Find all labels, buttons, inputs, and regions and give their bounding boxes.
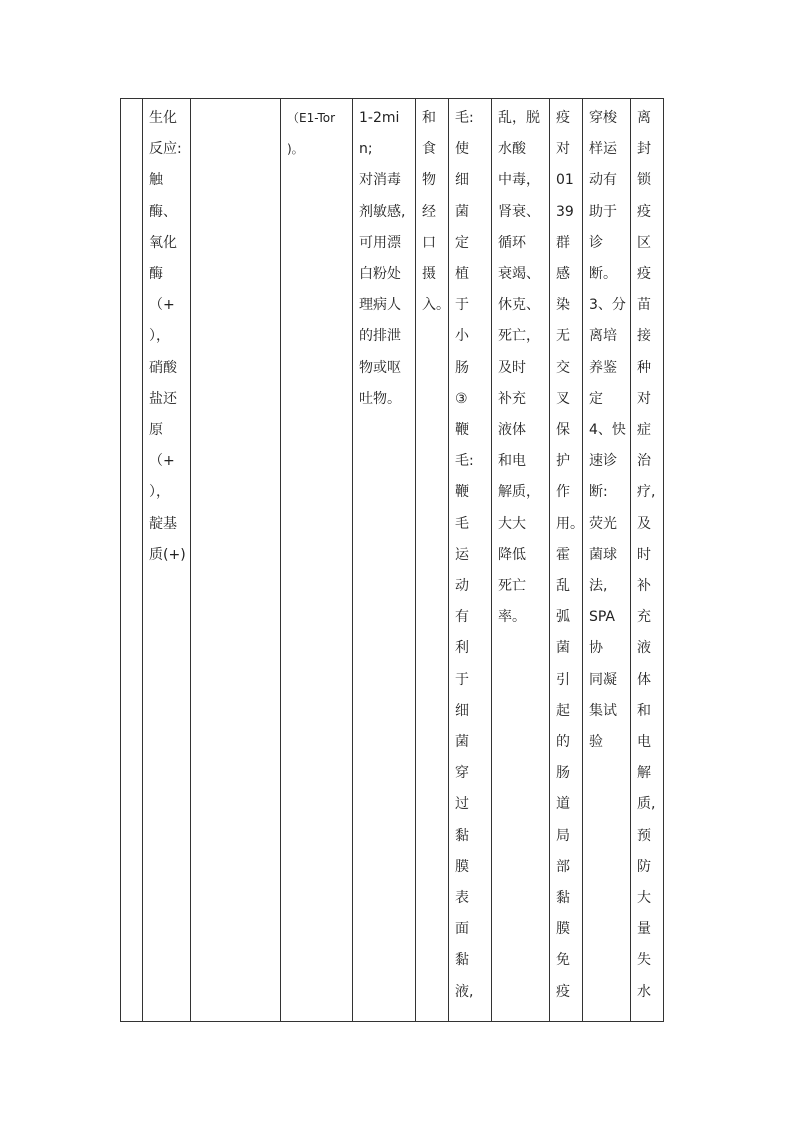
table-cell-col1 bbox=[120, 99, 142, 1021]
cell-text-col10: 穿梭 样运 动有 助于 诊断。 3、分 离培 养鉴 定 4、快 速诊 断: 荧光 菌球 法, SPA 协 同凝 集试 验 bbox=[589, 110, 626, 751]
cell-text-col9: 疫 对 01 39 群 感 染 无 交 叉 保 护 作 用。 霍 乱 弧 菌 引 起 的 肠 道 局 部 黏 膜 免 疫 bbox=[556, 110, 584, 1000]
table-cell-col5 bbox=[352, 99, 415, 1021]
cell-text-col7: 毛: 使 细 菌 定 植 于 小 肠 ③ 鞭 毛: 鞭 毛 运 动 有 利 于 细 菌 穿 过 黏 膜 表 面 黏 液, bbox=[455, 110, 474, 1000]
table-cell-col8 bbox=[491, 99, 549, 1021]
cell-text-col6: 和 食 物 经 口 摄 入。 bbox=[422, 110, 450, 314]
cell-text-col2: 生化 反应: 触酶、 氧化 酶 （+ ）， 硝酸 盐还 原 （+ ）， 靛基 质(+) bbox=[149, 110, 186, 563]
document-table bbox=[120, 98, 664, 1022]
table-cell-col6 bbox=[415, 99, 448, 1021]
cell-text-col4: （E1-Tor )。 bbox=[287, 111, 336, 157]
table-cell-col3 bbox=[190, 99, 280, 1021]
table-cell-col7 bbox=[448, 99, 491, 1021]
table-cell-col10 bbox=[582, 99, 630, 1021]
table-cell-col11 bbox=[630, 99, 664, 1021]
cell-text-col11: 离 封 锁 疫 区 疫 苗 接 种 对 症 治 疗, 及 时 补 充 液 体 和 电 解 质, 预 防 大 量 失 水 bbox=[637, 110, 656, 1000]
cell-text-col5: 1-2min; 对消毒 剂敏感, 可用漂 白粉处 理病人 的排泄 物或呕 吐物。 bbox=[359, 110, 406, 407]
table-cell-col9 bbox=[549, 99, 582, 1021]
table-cell-col4 bbox=[280, 99, 352, 1021]
cell-text-col8: 乱，脱 水酸 中毒， 肾衰、 循环 衰竭、 休克、 死亡， 及时 补充 液体 和电 解质， 大大 降低 死亡 率。 bbox=[498, 110, 540, 626]
table-cell-col2 bbox=[142, 99, 190, 1021]
